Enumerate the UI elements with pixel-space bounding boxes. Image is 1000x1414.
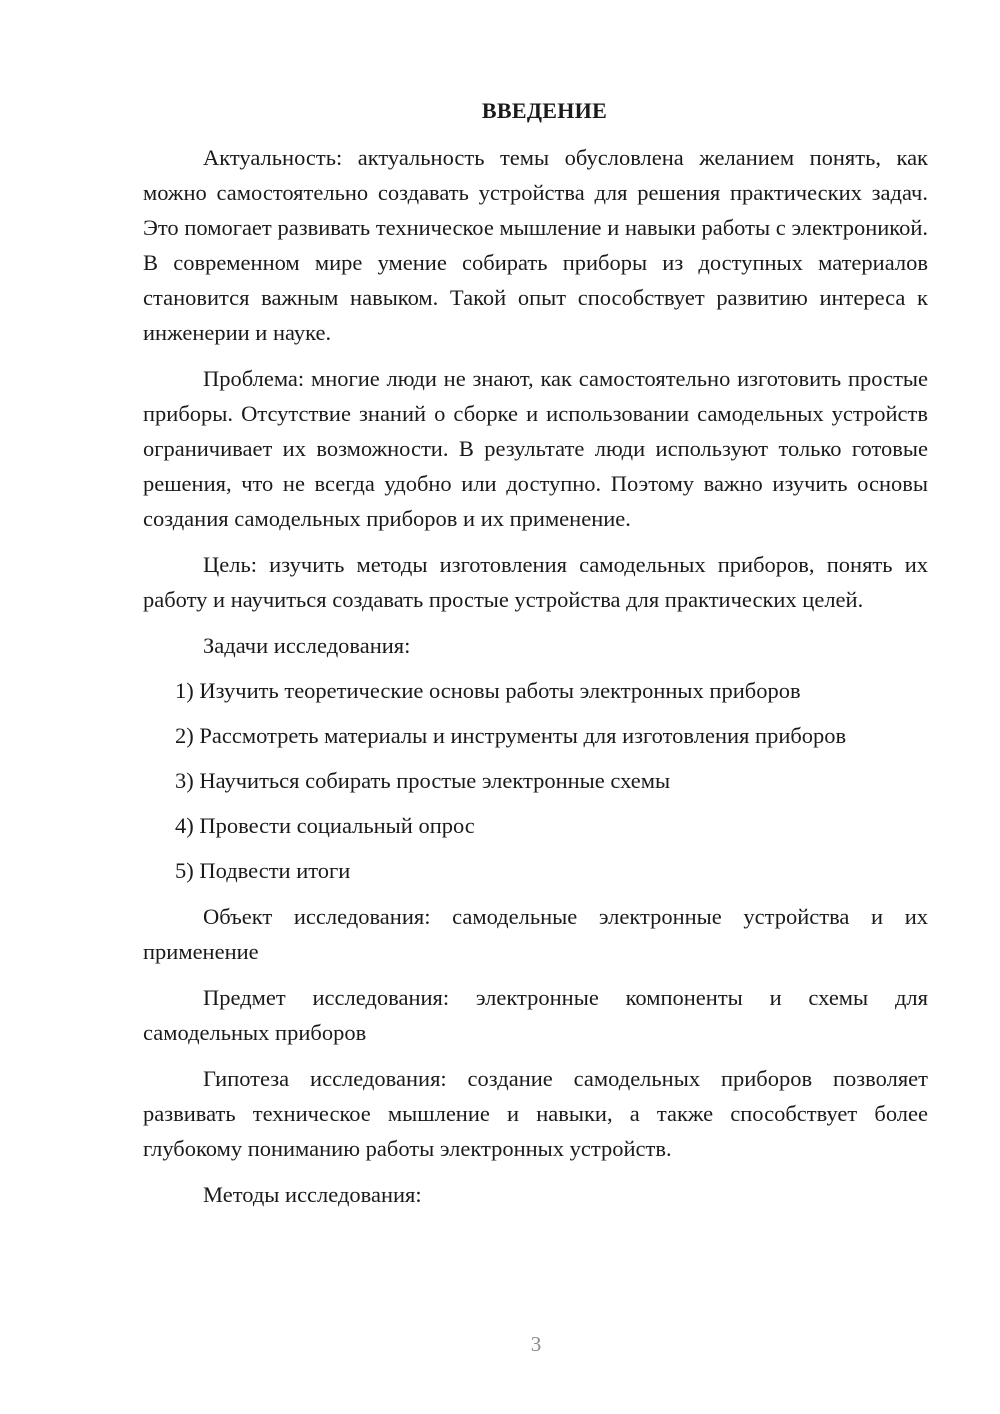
page-content: [143, 93, 928, 1212]
methods-heading: Методы исследования:: [203, 1182, 422, 1207]
hypothesis-paragraph: Гипотеза исследования: создание самодельных приборов позволяет развивать техническое мышление и навыки, а также способствует более глубокому пониманию работы электронных устройств.: [143, 1066, 928, 1161]
task-item: 3) Научиться собирать простые электронные схемы: [175, 768, 671, 793]
subject-paragraph: Предмет исследования: электронные компоненты и схемы для самодельных приборов: [143, 985, 928, 1045]
task-item: 2) Рассмотреть материалы и инструменты для изготовления приборов: [175, 723, 847, 748]
object-paragraph: Объект исследования: самодельные электронные устройства и их применение: [143, 904, 928, 964]
relevance-paragraph: Актуальность: актуальность темы обусловлена желанием понять, как можно самостоятельно создавать устройства для решения практических задач. Это помогает развивать техническое мышление и навыки работы с электроникой. В современном мире умение собирать приборы из доступных материалов становится важным навыком. Такой опыт способствует развитию интереса к инженерии и науке.: [143, 145, 928, 345]
task-item: 5) Подвести итоги: [175, 858, 351, 883]
problem-paragraph: Проблема: многие люди не знают, как самостоятельно изготовить простые приборы. Отсутствие знаний о сборке и использовании самодельных устройств ограничивает их возможности. В результате люди используют только готовые решения, что не всегда удобно или доступно. Поэтому важно изучить основы создания самодельных приборов и их применение.: [143, 366, 928, 531]
tasks-heading: Задачи исследования:: [203, 633, 411, 658]
task-item: 1) Изучить теоретические основы работы электронных приборов: [175, 678, 801, 703]
section-title: ВВЕДЕНИЕ: [481, 98, 608, 123]
tasks-list: [143, 673, 928, 888]
task-item: 4) Провести социальный опрос: [175, 813, 475, 838]
goal-paragraph: Цель: изучить методы изготовления самодельных приборов, понять их работу и научиться создавать простые устройства для практических целей.: [143, 552, 928, 612]
page-number: 3: [530, 1332, 542, 1356]
